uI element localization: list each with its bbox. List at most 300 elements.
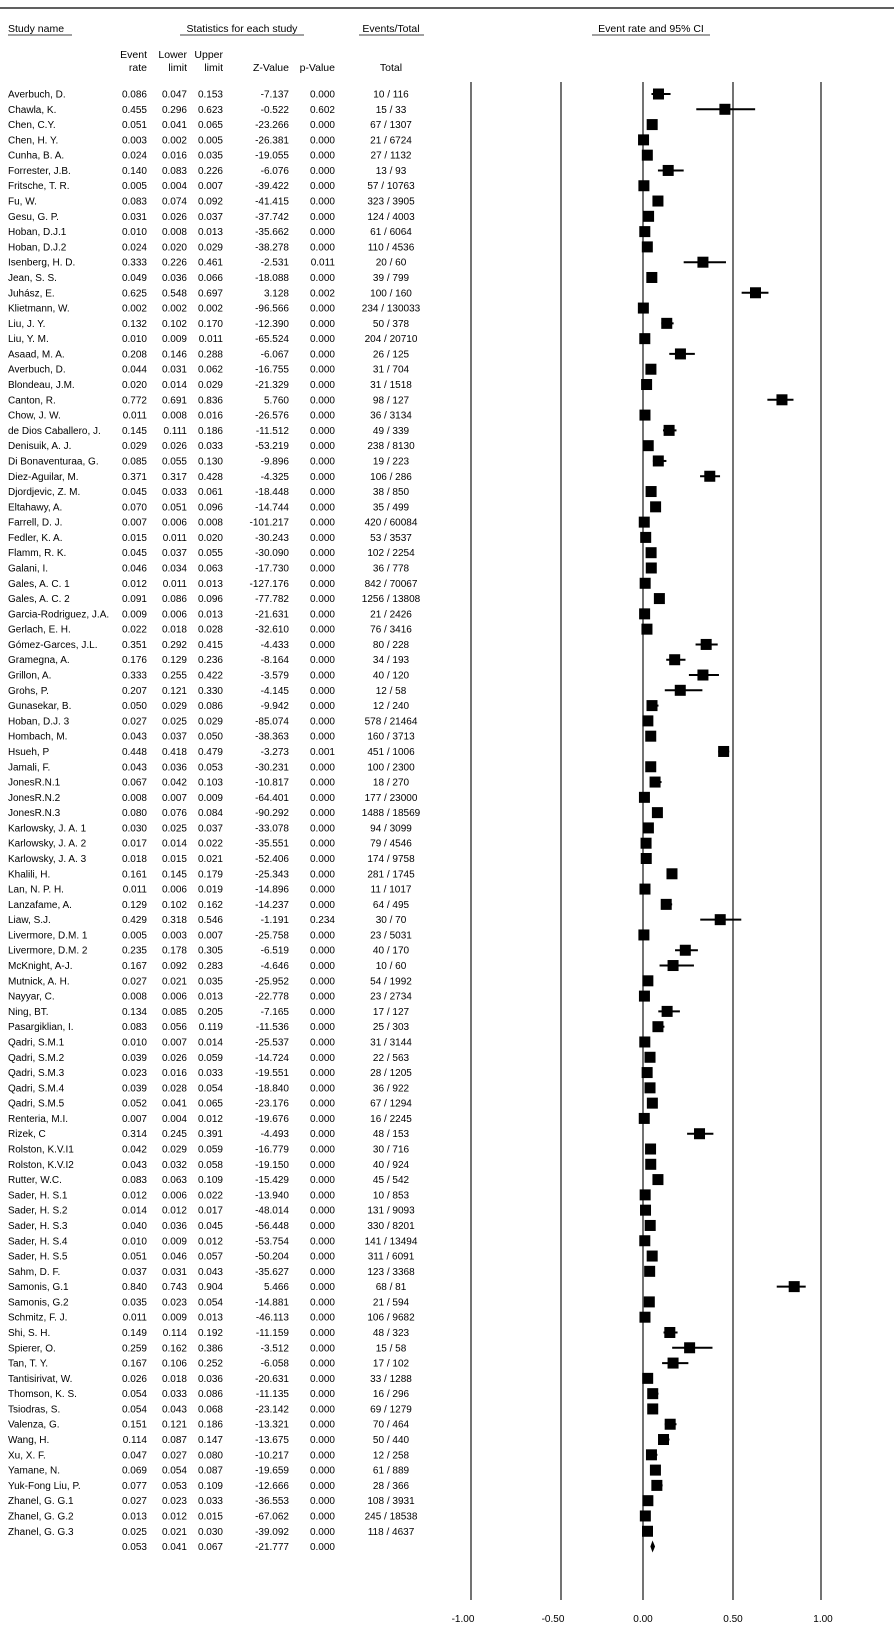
cell-p-value: 0.000 [309,1068,335,1080]
pooled-diamond [650,1541,655,1553]
cell-p-value: 0.000 [309,1266,335,1278]
cell-lower-limit: 0.121 [161,685,187,697]
table-row [8,778,410,789]
cell-upper-limit: 0.092 [197,196,223,208]
cell-upper-limit: 0.019 [197,884,223,896]
cell-upper-limit: 0.035 [197,150,223,162]
point-estimate [652,1021,663,1032]
cell-p-value: 0.000 [309,150,335,162]
cell-event-rate: 0.027 [121,976,147,988]
point-estimate [638,134,649,145]
study-name: Nayyar, C. [8,991,55,1003]
point-estimate [639,792,650,803]
cell-upper-limit: 0.546 [197,915,223,927]
cell-event-rate: 0.012 [121,1190,147,1202]
cell-total: 54 / 1992 [370,976,412,988]
table-row [8,839,412,850]
cell-p-value: 0.000 [309,594,335,606]
x-axis-ticks [452,1614,834,1625]
cell-upper-limit: 0.061 [197,487,223,499]
col-total: Total [379,62,403,74]
table-row [8,747,415,758]
cell-p-value: 0.000 [309,701,335,713]
cell-total: 28 / 366 [372,1480,410,1492]
cell-lower-limit: 0.056 [161,1022,187,1034]
cell-total: 100 / 160 [370,288,412,300]
cell-total: 18 / 270 [372,777,410,789]
cell-lower-limit: 0.002 [161,303,187,315]
cell-event-rate: 0.043 [121,731,147,743]
study-name: Klietmann, W. [8,303,70,315]
table-row [8,609,412,620]
cell-lower-limit: 0.034 [161,563,187,575]
cell-upper-limit: 0.428 [197,471,223,483]
cell-z-value: -33.078 [255,823,289,835]
cell-p-value: 0.000 [309,1190,335,1202]
cell-p-value: 0.000 [309,303,335,315]
point-estimate [639,1113,650,1124]
cell-p-value: 0.000 [309,89,335,101]
table-row [8,915,407,926]
cell-lower-limit: 0.418 [161,746,187,758]
cell-z-value: -90.292 [255,808,289,820]
pooled-cell-p-value: 0.000 [309,1542,335,1554]
cell-lower-limit: 0.086 [161,594,187,606]
cell-lower-limit: 0.014 [161,838,187,850]
cell-p-value: 0.000 [309,823,335,835]
cell-total: 17 / 127 [372,1006,410,1018]
table-row [8,1206,415,1217]
cell-lower-limit: 0.033 [161,1389,187,1401]
cell-lower-limit: 0.023 [161,1496,187,1508]
cell-z-value: -39.422 [255,181,289,193]
cell-p-value: 0.000 [309,517,335,529]
cell-p-value: 0.000 [309,395,335,407]
cell-z-value: -14.744 [255,502,289,514]
study-name: Tan, T. Y. [8,1358,49,1370]
cell-lower-limit: 0.007 [161,1037,187,1049]
point-estimate [640,578,651,589]
cell-event-rate: 0.039 [121,1083,147,1095]
cell-total: 70 / 464 [372,1419,410,1431]
table-row [8,380,412,391]
table-row [8,686,407,697]
cell-upper-limit: 0.054 [197,1083,223,1095]
cell-total: 67 / 1307 [370,120,412,132]
cell-event-rate: 0.039 [121,1052,147,1064]
table-row [8,273,410,284]
cell-event-rate: 0.025 [121,1526,147,1538]
cell-lower-limit: 0.092 [161,961,187,973]
cell-upper-limit: 0.002 [197,303,223,315]
cell-lower-limit: 0.041 [161,1098,187,1110]
cell-event-rate: 0.134 [121,1006,147,1018]
table-row [8,1252,415,1263]
cell-z-value: -14.896 [255,884,289,896]
point-estimate [750,287,761,298]
table-row [8,854,415,865]
point-estimate [645,1082,656,1093]
cell-lower-limit: 0.317 [161,471,187,483]
study-name: Rutter, W.C. [8,1175,62,1187]
cell-z-value: -3.512 [260,1343,289,1355]
cell-upper-limit: 0.014 [197,1037,223,1049]
table-row [8,563,410,574]
cell-p-value: 0.000 [309,609,335,621]
cell-z-value: -65.524 [255,334,289,346]
point-estimate [645,1220,656,1231]
cell-z-value: -20.631 [255,1373,289,1385]
point-estimate [639,1036,650,1047]
cell-total: 15 / 58 [375,1343,407,1355]
cell-z-value: -23.176 [255,1098,289,1110]
cell-upper-limit: 0.016 [197,410,223,422]
cell-lower-limit: 0.018 [161,1373,187,1385]
cell-z-value: -7.165 [260,1006,289,1018]
cell-z-value: -25.343 [255,869,289,881]
point-estimate [658,1434,669,1445]
cell-total: 76 / 3416 [370,624,412,636]
cell-total: 21 / 594 [372,1297,410,1309]
cell-p-value: 0.000 [309,624,335,636]
table-row [8,1374,412,1385]
table-row [8,961,407,972]
study-name: Yuk-Fong Liu, P. [8,1480,81,1492]
cell-lower-limit: 0.063 [161,1175,187,1187]
cell-lower-limit: 0.008 [161,410,187,422]
cell-z-value: -25.952 [255,976,289,988]
cell-lower-limit: 0.036 [161,762,187,774]
study-name: Valenza, G. [8,1419,60,1431]
cell-p-value: 0.000 [309,487,335,499]
cell-event-rate: 0.007 [121,1113,147,1125]
cell-z-value: -4.433 [260,639,289,651]
cell-z-value: -4.325 [260,471,289,483]
cell-p-value: 0.000 [309,532,335,544]
table-row [8,732,415,743]
cell-upper-limit: 0.330 [197,685,223,697]
cell-p-value: 0.000 [309,425,335,437]
cell-upper-limit: 0.017 [197,1205,223,1217]
cell-lower-limit: 0.145 [161,869,187,881]
cell-upper-limit: 0.021 [197,854,223,865]
cell-z-value: -12.390 [255,318,289,330]
cell-event-rate: 0.010 [121,1037,147,1049]
cell-event-rate: 0.017 [121,838,147,850]
study-name: Yamane, N. [8,1465,61,1477]
cell-lower-limit: 0.054 [161,1465,187,1477]
cell-total: 67 / 1294 [370,1098,412,1110]
point-estimate [661,899,672,910]
study-name: Tantisirivat, W. [8,1373,73,1385]
cell-total: 30 / 70 [375,915,407,927]
cell-lower-limit: 0.020 [161,242,187,254]
cell-event-rate: 0.015 [121,532,147,544]
cell-total: 68 / 81 [375,1282,407,1294]
cell-lower-limit: 0.074 [161,196,187,208]
cell-z-value: -38.363 [255,731,289,743]
cell-total: 842 / 70067 [364,578,418,590]
cell-upper-limit: 0.063 [197,563,223,575]
cell-p-value: 0.001 [309,746,335,758]
study-name: Zhanel, G. G.1 [8,1496,74,1508]
cell-lower-limit: 0.015 [161,854,187,865]
cell-p-value: 0.000 [309,838,335,850]
cell-z-value: -13.321 [255,1419,289,1431]
cell-event-rate: 0.054 [121,1404,147,1416]
cell-event-rate: 0.002 [121,303,147,315]
cell-upper-limit: 0.109 [197,1175,223,1187]
cell-event-rate: 0.161 [121,869,147,881]
point-estimate [639,410,650,421]
cell-p-value: 0.000 [309,242,335,254]
point-estimate [662,1006,673,1017]
col-event-rate-2: rate [128,62,147,74]
cell-total: 57 / 10763 [367,181,415,193]
study-name: Di Bonaventuraa, G. [8,456,99,468]
cell-z-value: -18.088 [255,272,289,284]
table-row [8,456,410,467]
cell-upper-limit: 0.461 [197,257,223,269]
cell-lower-limit: 0.026 [161,441,187,453]
study-name: Chen, C.Y. [8,120,56,132]
point-estimate [646,1449,657,1460]
cell-total: 578 / 21464 [364,716,418,728]
table-row [8,1129,410,1140]
table-row [8,1267,415,1278]
study-name: Gerlach, E. H. [8,624,71,636]
cell-lower-limit: 0.037 [161,731,187,743]
cell-p-value: 0.000 [309,318,335,330]
cell-upper-limit: 0.084 [197,808,223,820]
cell-total: 1488 / 18569 [361,808,421,820]
cell-upper-limit: 0.062 [197,364,223,376]
study-name: Hsueh, P [8,746,50,758]
cell-upper-limit: 0.162 [197,899,223,911]
point-estimate [653,89,664,100]
cell-event-rate: 0.067 [121,777,147,789]
table-row [8,1328,410,1339]
cell-p-value: 0.000 [309,1312,335,1324]
study-name: Zhanel, G. G.3 [8,1526,74,1538]
cell-event-rate: 0.043 [121,762,147,774]
point-estimate [668,960,679,971]
point-estimate [652,1174,663,1185]
point-estimate [639,608,650,619]
cell-z-value: -101.217 [249,517,289,529]
point-estimate [664,425,675,436]
cell-upper-limit: 0.086 [197,701,223,713]
table-row [8,411,412,422]
cell-lower-limit: 0.226 [161,257,187,269]
pooled-cell-upper-limit: 0.067 [197,1542,223,1554]
cell-lower-limit: 0.011 [162,532,187,544]
cell-lower-limit: 0.114 [162,1327,187,1339]
cell-p-value: 0.000 [309,349,335,361]
cell-upper-limit: 0.422 [197,670,223,682]
cell-lower-limit: 0.051 [161,502,187,514]
study-name: Liu, J. Y. [8,318,46,330]
point-estimate [647,1403,658,1414]
cell-event-rate: 0.022 [121,624,147,636]
cell-total: 40 / 120 [372,670,410,682]
cell-upper-limit: 0.103 [197,777,223,789]
cell-upper-limit: 0.029 [197,380,223,392]
point-estimate [789,1281,800,1292]
point-estimate [642,1067,653,1078]
cell-event-rate: 0.235 [121,945,147,957]
cell-event-rate: 0.030 [121,823,147,835]
cell-z-value: -127.176 [249,578,289,590]
cell-p-value: 0.000 [309,1220,335,1232]
cell-total: 39 / 799 [372,272,410,284]
cell-event-rate: 0.077 [121,1480,147,1492]
cell-z-value: -16.779 [255,1144,289,1156]
cell-upper-limit: 0.050 [197,731,223,743]
cell-z-value: -56.448 [255,1220,289,1232]
cell-total: 48 / 323 [372,1327,410,1339]
cell-p-value: 0.000 [309,716,335,728]
cell-upper-limit: 0.054 [197,1297,223,1309]
cell-z-value: -11.536 [255,1022,289,1034]
study-name: Chawla, K. [8,104,57,116]
cell-p-value: 0.000 [309,1022,335,1034]
point-estimate [641,379,652,390]
cell-event-rate: 0.003 [121,135,147,147]
cell-upper-limit: 0.028 [197,624,223,636]
table-row [8,212,415,223]
cell-upper-limit: 0.192 [197,1327,223,1339]
study-name: Grohs, P. [8,685,49,697]
cell-z-value: -19.676 [255,1113,289,1125]
cell-lower-limit: 0.009 [161,1312,187,1324]
cell-z-value: -17.730 [255,563,289,575]
cell-total: 36 / 778 [372,563,410,575]
cell-total: 94 / 3099 [370,823,412,835]
table-row [8,548,415,559]
cell-p-value: 0.000 [309,1037,335,1049]
cell-lower-limit: 0.047 [161,89,187,101]
cell-p-value: 0.000 [309,1511,335,1523]
cell-upper-limit: 0.205 [197,1006,223,1018]
cell-p-value: 0.000 [309,1159,335,1171]
cell-event-rate: 0.167 [121,1358,147,1370]
cell-upper-limit: 0.020 [197,532,223,544]
cell-z-value: -41.415 [255,196,289,208]
cell-total: 25 / 303 [372,1022,410,1034]
cell-z-value: -12.666 [255,1480,289,1492]
cell-lower-limit: 0.102 [161,899,187,911]
cell-total: 451 / 1006 [367,746,415,758]
study-name: Cunha, B. A. [8,150,65,162]
point-estimate [694,1128,705,1139]
cell-z-value: -25.758 [255,930,289,942]
cell-total: 1256 / 13808 [361,594,421,606]
cell-event-rate: 0.083 [121,1175,147,1187]
cell-lower-limit: 0.025 [161,716,187,728]
study-name: Gómez-Garces, J.L. [8,639,98,651]
cell-lower-limit: 0.012 [161,1205,187,1217]
cell-total: 79 / 4546 [370,838,412,850]
table-row [8,105,407,116]
cell-z-value: -35.551 [255,838,289,850]
table-row [8,1053,410,1064]
cell-lower-limit: 0.032 [161,1159,187,1171]
table-row [8,594,421,605]
cell-z-value: -32.610 [255,624,289,636]
study-name: Zhanel, G. G.2 [8,1511,74,1523]
table-row [8,120,412,131]
cell-upper-limit: 0.033 [197,441,223,453]
cell-event-rate: 0.026 [121,1373,147,1385]
cell-total: 106 / 286 [370,471,412,483]
point-estimate [654,593,665,604]
point-estimate [640,1205,651,1216]
table-row [8,487,410,498]
cell-lower-limit: 0.548 [161,288,187,300]
cell-total: 21 / 6724 [370,135,412,147]
cell-z-value: -35.662 [255,227,289,239]
cell-p-value: 0.000 [309,1297,335,1309]
cell-total: 53 / 3537 [370,532,412,544]
cell-z-value: -19.150 [255,1159,289,1171]
cell-total: 323 / 3905 [367,196,415,208]
table-row [8,1007,410,1018]
study-name: Pasargiklian, I. [8,1022,74,1034]
point-estimate [640,532,651,543]
point-estimate [776,394,787,405]
cell-event-rate: 0.333 [121,670,147,682]
pooled-cell-lower-limit: 0.041 [161,1542,187,1554]
cell-upper-limit: 0.065 [197,120,223,132]
col-lower-limit: Lower [158,49,187,61]
cell-p-value: 0.000 [309,1175,335,1187]
cell-p-value: 0.000 [309,135,335,147]
point-estimate [645,1052,656,1063]
cell-event-rate: 0.024 [121,150,147,162]
cell-z-value: -6.519 [260,945,289,957]
cell-total: 11 / 1017 [370,884,412,896]
study-name: Qadri, S.M.5 [8,1098,65,1110]
cell-upper-limit: 0.086 [197,1389,223,1401]
study-name: Spierer, O. [8,1343,56,1355]
study-name: Sahm, D. F. [8,1266,61,1278]
cell-total: 19 / 223 [372,456,410,468]
cell-p-value: 0.000 [309,1113,335,1125]
cell-event-rate: 0.005 [121,181,147,193]
point-estimate [638,303,649,314]
cell-lower-limit: 0.083 [161,165,187,177]
cell-lower-limit: 0.053 [161,1480,187,1492]
table-row [8,1099,412,1110]
plot-title: Event rate and 95% CI [598,23,704,35]
study-name: Sader, H. S.1 [8,1190,68,1202]
cell-event-rate: 0.091 [121,594,147,606]
cell-p-value: 0.000 [309,578,335,590]
table-row [8,655,410,666]
cell-upper-limit: 0.479 [197,746,223,758]
point-estimate [652,196,663,207]
cell-p-value: 0.000 [309,639,335,651]
cell-total: 45 / 542 [372,1175,410,1187]
study-name: Karlowsky, J. A. 1 [8,823,87,835]
cell-upper-limit: 0.022 [197,1190,223,1202]
cell-total: 64 / 495 [372,899,410,911]
cell-event-rate: 0.052 [121,1098,147,1110]
cell-p-value: 0.000 [309,1465,335,1477]
cell-p-value: 0.000 [309,976,335,988]
cell-z-value: -0.522 [260,104,289,116]
